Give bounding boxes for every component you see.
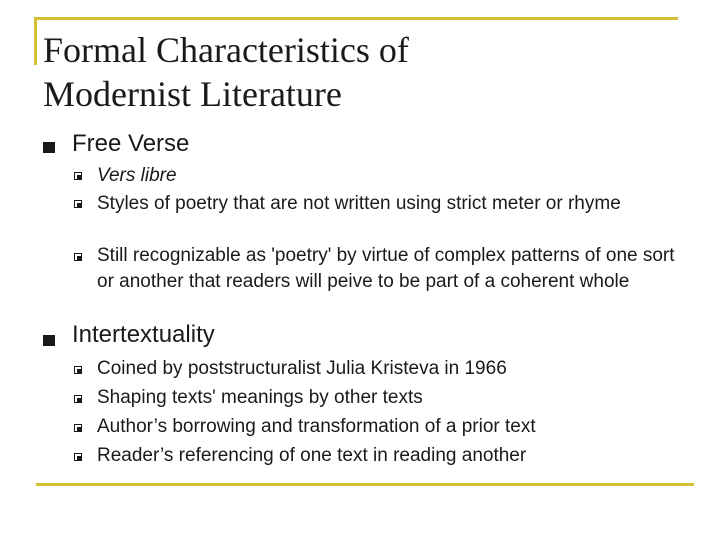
square-bullet-icon	[43, 142, 55, 153]
list-item: Still recognizable as 'poetry' by virtue of complex patterns of one sort or another that readers will peive to be part of a coherent whole	[97, 245, 675, 292]
sub-bullet-icon	[74, 200, 82, 208]
title-line-2: Modernist Literature	[43, 74, 342, 114]
sub-bullet-icon	[74, 395, 82, 403]
list-item: Vers libre	[97, 165, 177, 186]
sub-bullet-icon	[74, 253, 82, 261]
square-bullet-icon	[43, 335, 55, 346]
sub-bullet-icon	[74, 453, 82, 461]
frame-top-rule	[34, 17, 678, 20]
list-item: Shaping texts' meanings by other texts	[97, 387, 423, 408]
list-item: Coined by poststructuralist Julia Kristeva in 1966	[97, 358, 507, 379]
section-heading-free-verse: Free Verse	[72, 130, 190, 157]
frame-left-rule	[34, 17, 37, 65]
sub-bullet-icon	[74, 366, 82, 374]
list-item: Reader’s referencing of one text in reading another	[97, 445, 527, 466]
sub-bullet-icon	[74, 172, 82, 180]
title-line-1: Formal Characteristics of	[43, 30, 409, 70]
sub-bullet-icon	[74, 424, 82, 432]
slide-title	[43, 28, 683, 116]
section-heading-intertextuality: Intertextuality	[72, 321, 215, 348]
list-item: Styles of poetry that are not written using strict meter or rhyme	[97, 193, 621, 214]
frame-bottom-rule	[36, 483, 694, 486]
list-item: Author’s borrowing and transformation of a prior text	[97, 416, 536, 437]
